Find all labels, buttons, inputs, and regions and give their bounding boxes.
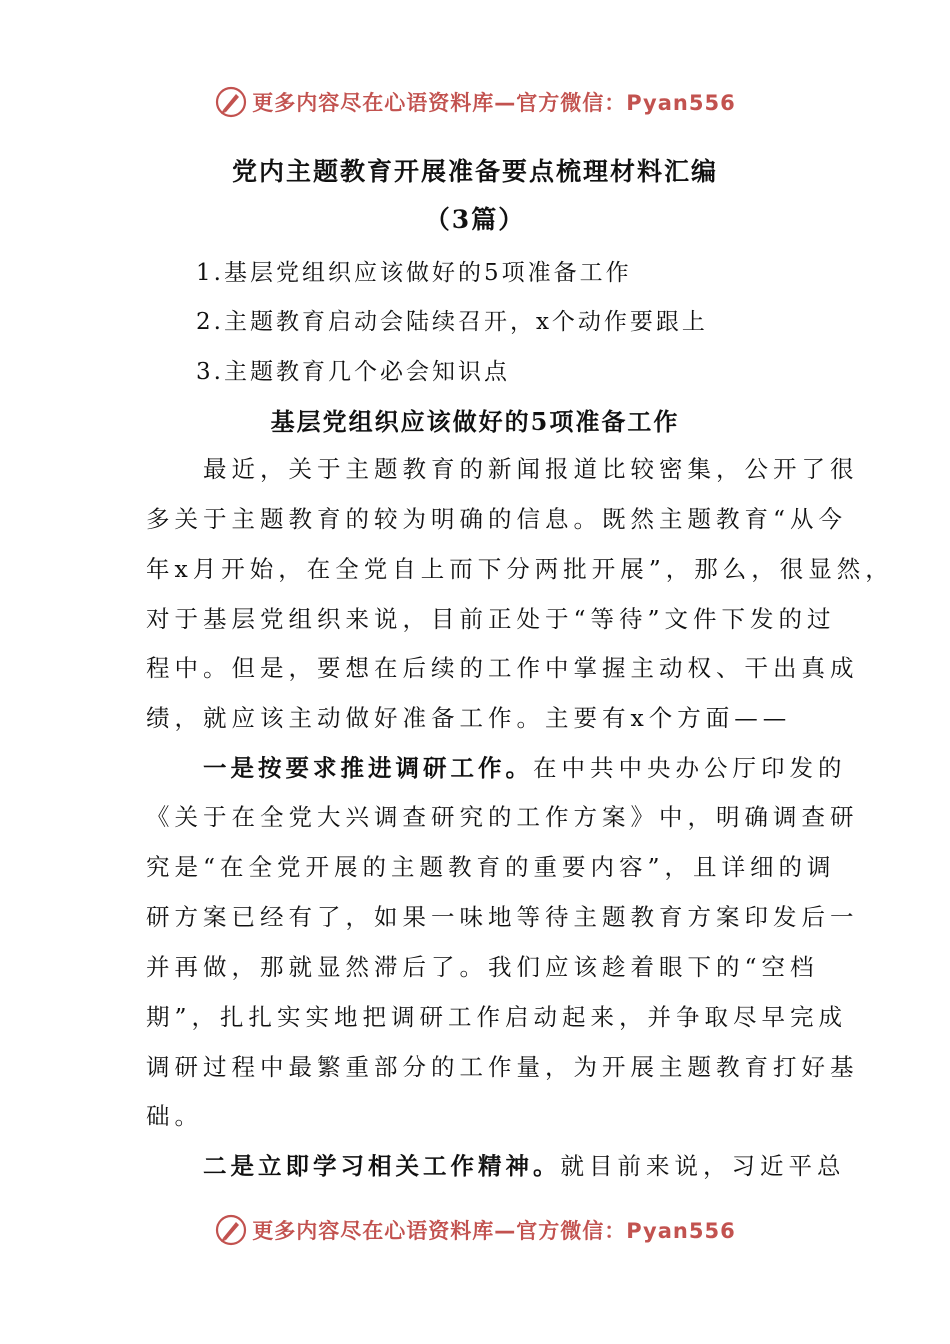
point-one-heading: 一是按要求推进调研工作。: [203, 754, 533, 782]
toc-item: 1.基层党组织应该做好的5项准备工作: [196, 260, 632, 286]
document-title: 党内主题教育开展准备要点梳理材料汇编: [231, 157, 718, 186]
body-line: 期”，扎扎实实地把调研工作启动起来，并争取尽早完成: [146, 1003, 848, 1031]
watermark-text: 更多内容尽在心语资料库—官方微信：Pyan556: [252, 1219, 736, 1243]
body-line: 研方案已经有了，如果一味地等待主题教育方案印发后一: [146, 903, 859, 931]
body-line: 对于基层党组织来说，目前正处于“等待”文件下发的过: [146, 605, 836, 633]
pen-logo-icon: [214, 85, 248, 119]
body-line: 并再做，那就显然滞后了。我们应该趁着眼下的“空档: [146, 953, 819, 981]
pen-logo-icon: [214, 1213, 248, 1247]
body-line: 《关于在全党大兴调查研究的工作方案》中，明确调查研: [146, 803, 859, 831]
body-line: 调研过程中最繁重部分的工作量，为开展主题教育打好基: [146, 1053, 859, 1081]
point-two-heading: 二是立即学习相关工作精神。: [203, 1152, 561, 1180]
point-two-first-line: [146, 1149, 846, 1183]
toc-item: 2.主题教育启动会陆续召开，x个动作要跟上: [196, 309, 708, 335]
point-one-text: 在中共中央办公厅印发的: [533, 754, 847, 782]
body-line: 多关于主题教育的较为明确的信息。既然主题教育“从今: [146, 505, 848, 533]
body-line: 年x月开始，在全党自上而下分两批开展”，那么，很显然，: [146, 555, 894, 583]
body-line: 最近，关于主题教育的新闻报道比较密集，公开了很: [146, 455, 859, 483]
point-one-first-line: [146, 751, 847, 785]
watermark-banner-top: [0, 80, 950, 124]
body-line: 程中。但是，要想在后续的工作中掌握主动权、干出真成: [146, 654, 859, 682]
document-subtitle: （3篇）: [424, 205, 526, 234]
point-two-text: 就目前来说，习近平总: [560, 1152, 846, 1180]
watermark-text: 更多内容尽在心语资料库—官方微信：Pyan556: [252, 91, 736, 115]
body-line: 究是“在全党开展的主题教育的重要内容”，且详细的调: [146, 853, 836, 881]
watermark-banner-bottom: [0, 1208, 950, 1252]
section-heading: 基层党组织应该做好的5项准备工作: [270, 407, 680, 436]
toc-item: 3.主题教育几个必会知识点: [196, 359, 510, 385]
body-line: 础。: [146, 1102, 203, 1130]
body-line: 绩，就应该主动做好准备工作。主要有x个方面——: [146, 704, 792, 732]
